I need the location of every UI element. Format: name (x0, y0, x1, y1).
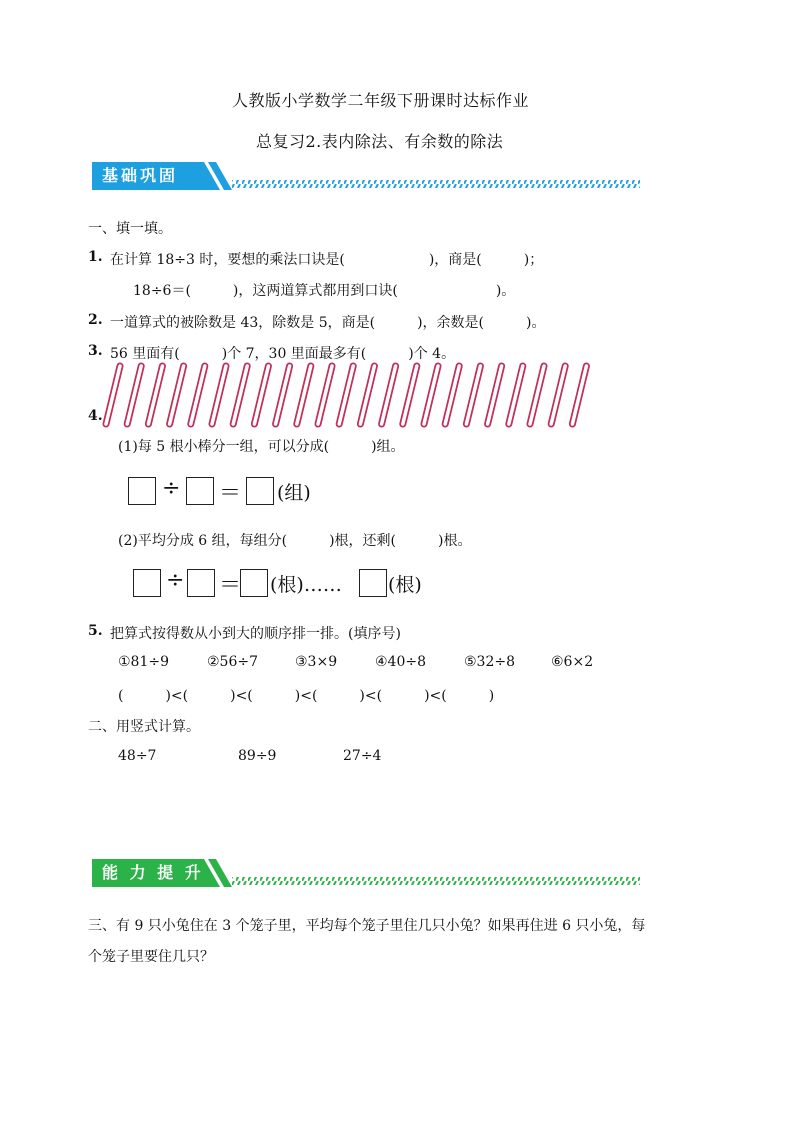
stick (233, 366, 247, 424)
stick (445, 366, 459, 424)
stick (318, 366, 332, 424)
q4-number: 4. (88, 408, 103, 424)
q5-item-2: ②56÷7 (207, 654, 259, 670)
q2-number: 2. (88, 312, 103, 328)
eq-sign-2: ＝ (219, 573, 242, 598)
stick (297, 366, 311, 424)
stick (360, 366, 374, 424)
stick (191, 366, 205, 424)
q5-text: 把算式按得数从小到大的顺序排一排。(填序号) (110, 626, 401, 642)
div-sign-2: ÷ (166, 568, 185, 593)
banner-ability (92, 857, 642, 889)
answer-box-divisor-1[interactable] (186, 477, 214, 505)
banner-ability-label: 能 力 提 升 (102, 863, 204, 882)
stick (212, 366, 226, 424)
banner-basic-label: 基础巩固 (102, 166, 179, 185)
section1-heading: 一、填一填。 (88, 221, 172, 237)
q1-line2: 18÷6＝( )，这两道算式都用到口诀( )。 (133, 283, 516, 299)
q3-text: 56 里面有( )个 7，30 里面最多有( )个 4。 (110, 346, 456, 362)
q4-part2: (2)平均分成 6 组，每组分( )根，还剩( )根。 (118, 533, 472, 549)
section3-line1: 三、有 9 只小兔住在 3 个笼子里，平均每个笼子里住几只小兔？如果再住进 6 只小兔，每 (88, 918, 646, 934)
stick (254, 366, 268, 424)
answer-box-remainder-2[interactable] (359, 569, 387, 597)
q5-number: 5. (88, 623, 103, 639)
q1-line1: 在计算 18÷3 时，要想的乘法口诀是( )，商是( )； (110, 252, 544, 268)
q5-order-line: ( )<( )<( )<( )<( )<( ) (118, 688, 495, 704)
stick (466, 366, 480, 424)
q5-item-6: ⑥6×2 (551, 654, 594, 670)
calc-item-2: 89÷9 (238, 748, 277, 764)
stick (551, 366, 565, 424)
stick (509, 366, 523, 424)
q1-number: 1. (88, 249, 103, 265)
page-title: 人教版小学数学二年级下册课时达标作业 (232, 91, 530, 110)
stick (127, 366, 141, 424)
stick (424, 366, 438, 424)
page-subtitle: 总复习2.表内除法、有余数的除法 (256, 132, 504, 151)
unit-root: (根) (388, 574, 422, 596)
answer-box-dividend-1[interactable] (128, 477, 156, 505)
answer-box-divisor-2[interactable] (187, 569, 215, 597)
stick (530, 366, 544, 424)
unit-root-ellipsis: (根)…… (270, 574, 342, 596)
calc-item-1: 48÷7 (118, 748, 157, 764)
answer-box-dividend-2[interactable] (133, 569, 161, 597)
calc-item-3: 27÷4 (343, 748, 382, 764)
stick (488, 366, 502, 424)
stick (276, 366, 290, 424)
q5-item-3: ③3×9 (295, 654, 338, 670)
stick (106, 366, 120, 424)
banner-basic (92, 160, 642, 192)
section2-heading: 二、用竖式计算。 (88, 719, 200, 735)
q2-text: 一道算式的被除数是 43，除数是 5，商是( )，余数是( )。 (110, 315, 546, 331)
q5-item-4: ④40÷8 (375, 654, 427, 670)
q3-number: 3. (88, 343, 103, 359)
stick (339, 366, 353, 424)
section3-line2: 个笼子里要住几只？ (88, 949, 214, 965)
stick (382, 366, 396, 424)
q5-item-1: ①81÷9 (118, 654, 170, 670)
q4-part1: (1)每 5 根小棒分一组，可以分成( )组。 (118, 439, 405, 455)
unit-group: (组) (277, 482, 311, 504)
stick (403, 366, 417, 424)
answer-box-quotient-2[interactable] (240, 569, 268, 597)
stick (170, 366, 184, 424)
eq-sign-1: ＝ (219, 481, 242, 506)
q5-item-5: ⑤32÷8 (464, 654, 516, 670)
answer-box-quotient-1[interactable] (246, 477, 274, 505)
div-sign-1: ÷ (162, 476, 181, 501)
stick (572, 366, 586, 424)
sticks-illustration (100, 362, 590, 428)
stick (148, 366, 162, 424)
